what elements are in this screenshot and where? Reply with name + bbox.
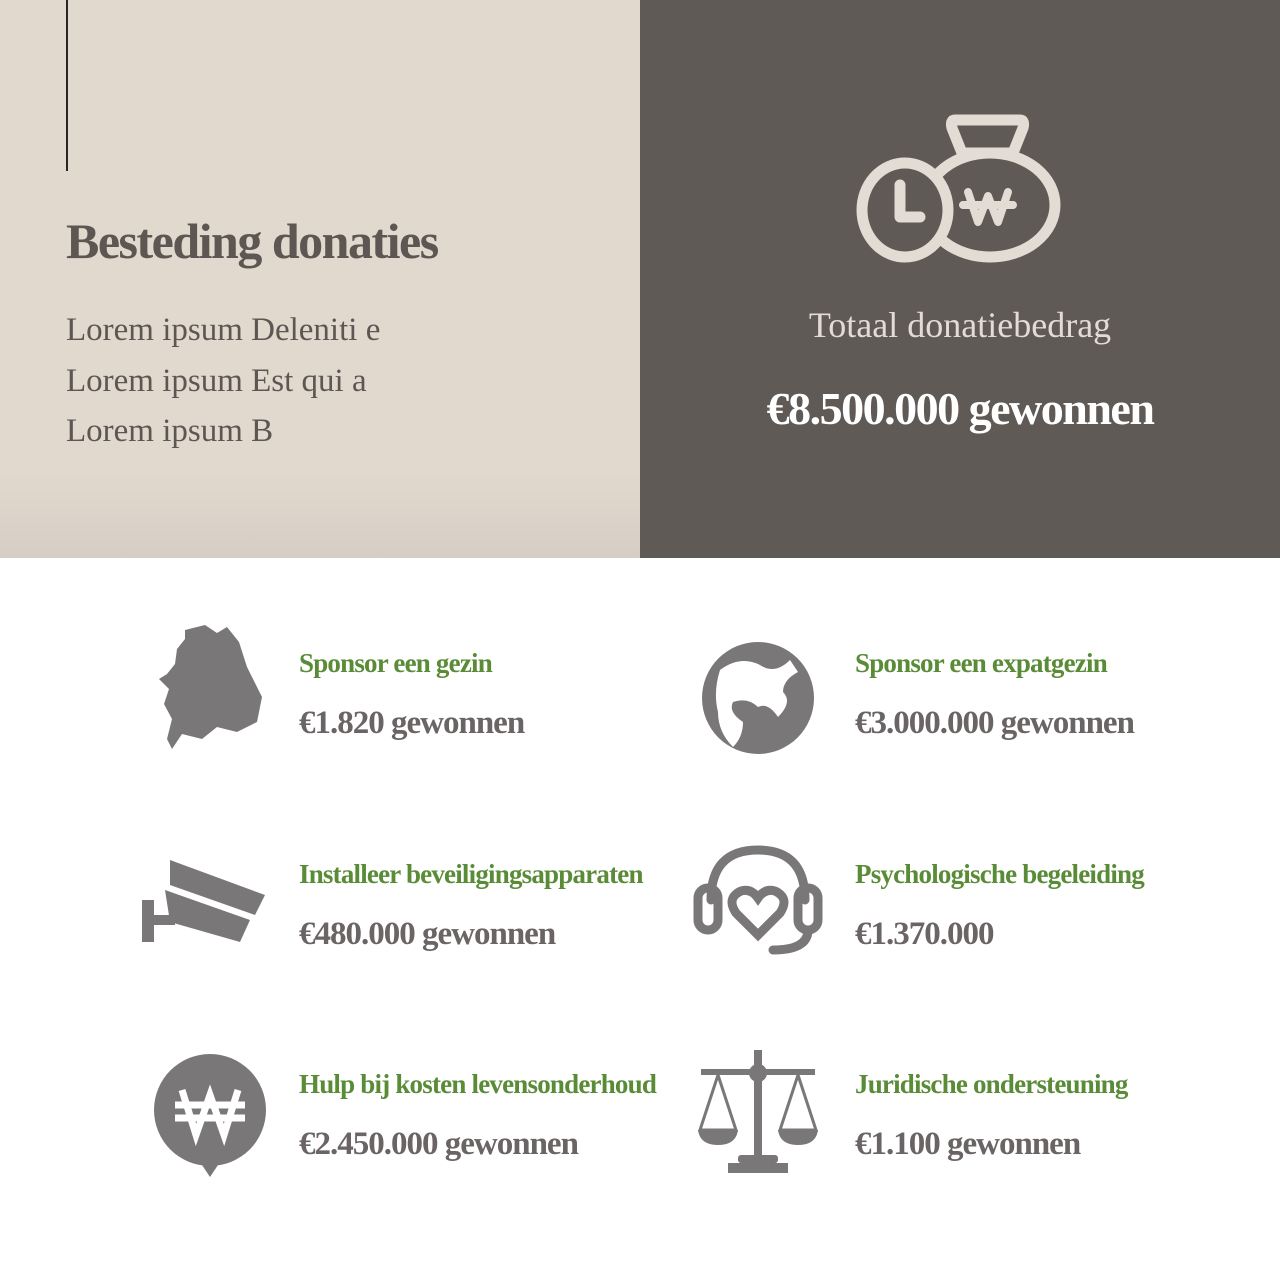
item-label: Juridische ondersteuning [855,1069,1128,1099]
page-title: Besteding donaties [66,213,438,269]
won-bubble-icon [150,1050,280,1190]
item-label: Sponsor een gezin [299,648,492,678]
security-camera-icon [140,850,270,990]
description-line: Lorem ipsum Deleniti e [66,312,381,348]
item-label: Sponsor een expatgezin [855,648,1107,678]
item-value: €1.370.000 [855,916,994,952]
item-label: Psychologische begeleiding [855,859,1144,889]
item-value: €1.820 gewonnen [299,705,525,741]
money-bag-icon [855,110,1065,270]
item-label: Hulp bij kosten levensonderhoud [299,1069,657,1099]
item-value: €1.100 gewonnen [855,1126,1081,1162]
total-label: Totaal donatiebedrag [808,305,1112,345]
item-value: €3.000.000 gewonnen [855,705,1134,741]
description-line: Lorem ipsum B [66,413,274,449]
total-value: €8.500.000 gewonnen [766,383,1154,434]
description [66,305,380,457]
total-panel [640,0,1280,558]
globe-icon [700,630,830,770]
item-label: Installeer beveiligingsapparaten [299,859,643,889]
scales-icon [693,1045,823,1185]
headset-heart-icon [693,840,823,980]
description-line: Lorem ipsum Est qui a [66,362,367,399]
accent-line [66,0,68,171]
item-value: €480.000 gewonnen [299,916,556,952]
intro-panel [0,0,640,558]
korea-map-icon [145,620,275,760]
item-value: €2.450.000 gewonnen [299,1126,578,1162]
